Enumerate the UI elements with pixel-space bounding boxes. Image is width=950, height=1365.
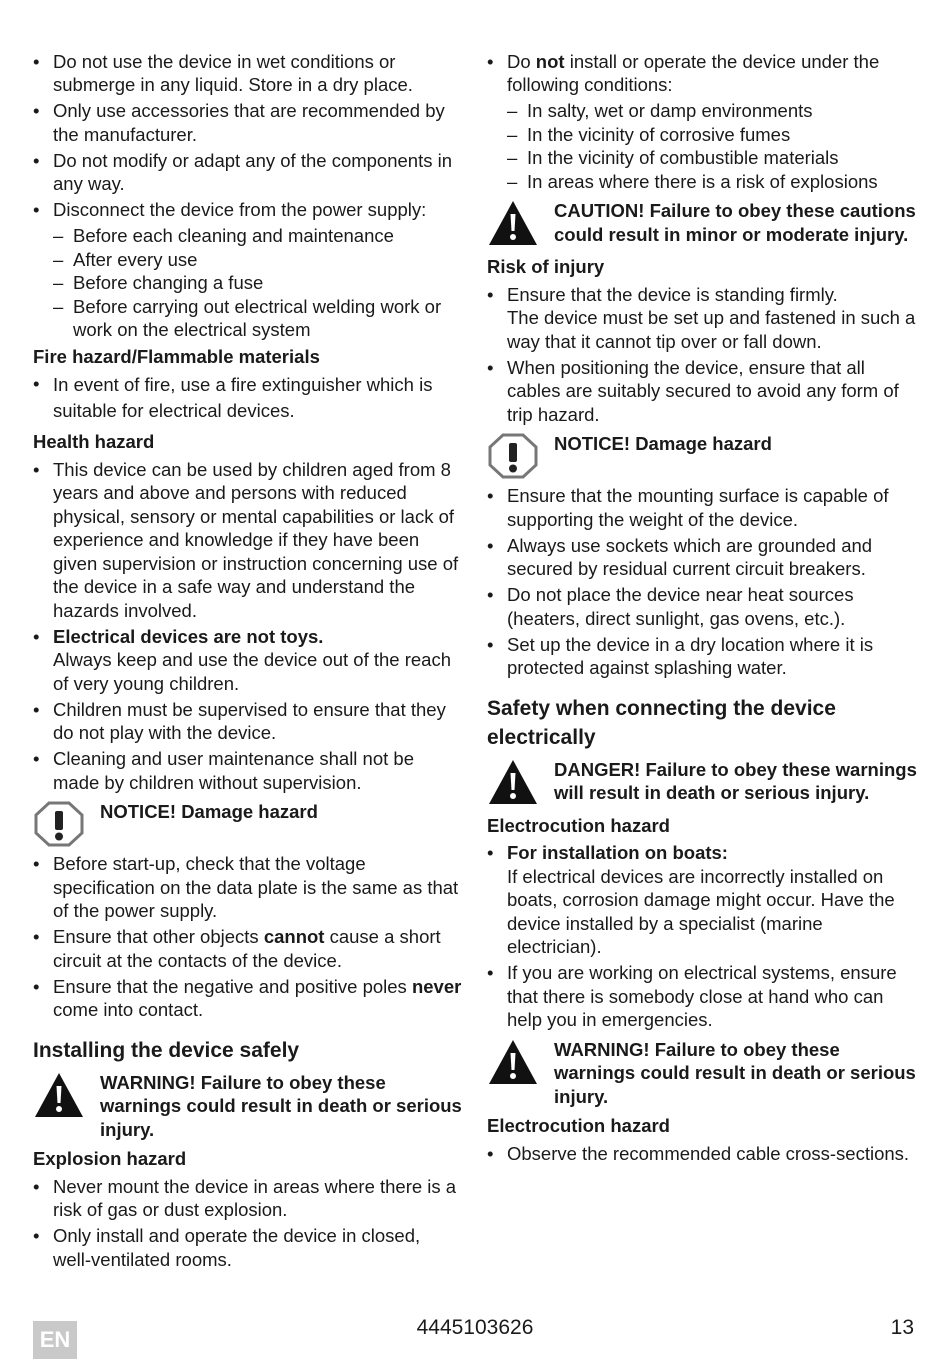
warning-triangle-icon — [33, 1071, 85, 1119]
list-item: • Do not place the device near heat sources (heaters, direct sunlight, gas ovens, etc.). — [487, 583, 917, 630]
list-item: • Never mount the device in areas where there is a risk of gas or dust explosion. — [33, 1175, 463, 1222]
warning-triangle-icon — [487, 758, 539, 806]
notice-callout: NOTICE! Damage hazard — [487, 432, 917, 478]
list-item: • For installation on boats: If electrical devices are incorrectly installed on boats, corrosion damage might occur. Have the device installed by a specialist (marine electrician). — [487, 841, 917, 959]
list-item: • Only install and operate the device in closed, well-ventilated rooms. — [33, 1224, 463, 1271]
sub-list-item: – In the vicinity of corrosive fumes — [507, 123, 917, 147]
sub-list — [507, 99, 917, 193]
danger-callout: DANGER! Failure to obey these warnings will result in death or serious injury. — [487, 758, 917, 808]
list-item: • Ensure that the negative and positive poles never come into contact. — [33, 975, 463, 1022]
sub-list-item: – Before each cleaning and maintenance — [53, 224, 463, 248]
list-item: • When positioning the device, ensure that all cables are suitably secured to avoid any form of trip hazard. — [487, 356, 917, 427]
page-number: 13 — [890, 1316, 914, 1339]
warning-triangle-icon — [487, 199, 539, 247]
list-item: • Disconnect the device from the power supply: — [33, 198, 463, 222]
left-column — [33, 47, 463, 1274]
warning-callout: WARNING! Failure to obey these warnings could result in death or serious injury. — [33, 1071, 463, 1142]
list-item: • Observe the recommended cable cross-sections. — [487, 1142, 917, 1166]
list-item: • If you are working on electrical systems, ensure that there is somebody close at hand who can help you in emergencies. — [487, 961, 917, 1032]
sub-list-item: – In the vicinity of combustible materials — [507, 146, 917, 170]
list-item: • Set up the device in a dry location where it is protected against splashing water. — [487, 633, 917, 680]
list-item: • In event of fire, use a fire extinguisher which is suitable for electrical devices. — [33, 372, 463, 424]
language-badge: EN — [33, 1321, 77, 1359]
list-item: • Do not install or operate the device under the following conditions: — [487, 50, 917, 97]
sub-list-item: – Before changing a fuse — [53, 271, 463, 295]
explosion-hazard-heading: Explosion hazard — [33, 1148, 187, 1169]
sub-list-item: – After every use — [53, 248, 463, 272]
sub-list-item: – In salty, wet or damp environments — [507, 99, 917, 123]
list-item: • Do not modify or adapt any of the components in any way. — [33, 149, 463, 196]
list-item: • Do not use the device in wet conditions or submerge in any liquid. Store in a dry place. — [33, 50, 463, 97]
installing-safely-heading: Installing the device safely — [33, 1038, 300, 1062]
sub-list-item: – In areas where there is a risk of explosions — [507, 170, 917, 194]
sub-list-item: – Before carrying out electrical welding work or work on the electrical system — [53, 295, 463, 342]
right-column — [487, 47, 917, 1168]
sub-list — [53, 224, 463, 342]
list-item: • This device can be used by children aged from 8 years and above and persons with reduced physical, sensory or mental capabilities or lack of experience and knowledge if they have been given supervision or instruction concerning use of the device in a safe way and understand the hazards involved. — [33, 458, 463, 623]
risk-of-injury-heading: Risk of injury — [487, 256, 605, 277]
warning-triangle-icon — [487, 1038, 539, 1086]
document-number: 4445103626 — [416, 1316, 534, 1339]
list-item: • Before start-up, check that the voltage specification on the data plate is the same as that of the power supply. — [33, 852, 463, 923]
list-item: • Always use sockets which are grounded and secured by residual current circuit breakers. — [487, 534, 917, 581]
health-hazard-heading: Health hazard — [33, 431, 155, 452]
list-item: • Ensure that the mounting surface is capable of supporting the weight of the device. — [487, 484, 917, 531]
caution-callout: CAUTION! Failure to obey these cautions could result in minor or moderate injury. — [487, 199, 917, 249]
electrocution-hazard-heading: Electrocution hazard — [487, 1115, 670, 1136]
list-item: • Ensure that other objects cannot cause a short circuit at the contacts of the device. — [33, 925, 463, 972]
list-item: • Only use accessories that are recommended by the manufacturer. — [33, 99, 463, 146]
electrocution-hazard-heading: Electrocution hazard — [487, 814, 670, 836]
list-item: • Ensure that the device is standing firmly. The device must be set up and fastened in such a way that it cannot tip over or fall down. — [487, 283, 917, 354]
notice-callout: NOTICE! Damage hazard — [33, 800, 463, 846]
list-item: • Children must be supervised to ensure that they do not play with the device. — [33, 698, 463, 745]
list-item: • Electrical devices are not toys. Always keep and use the device out of the reach of very young children. — [33, 625, 463, 696]
notice-octagon-icon — [487, 432, 539, 480]
fire-hazard-heading: Fire hazard/Flammable materials — [33, 345, 320, 367]
notice-octagon-icon — [33, 800, 85, 848]
electrical-safety-heading: Safety when connecting the device electrically — [487, 696, 836, 749]
list-item: • Cleaning and user maintenance shall not be made by children without supervision. — [33, 747, 463, 794]
warning-callout: WARNING! Failure to obey these warnings could result in death or serious injury. — [487, 1038, 917, 1109]
